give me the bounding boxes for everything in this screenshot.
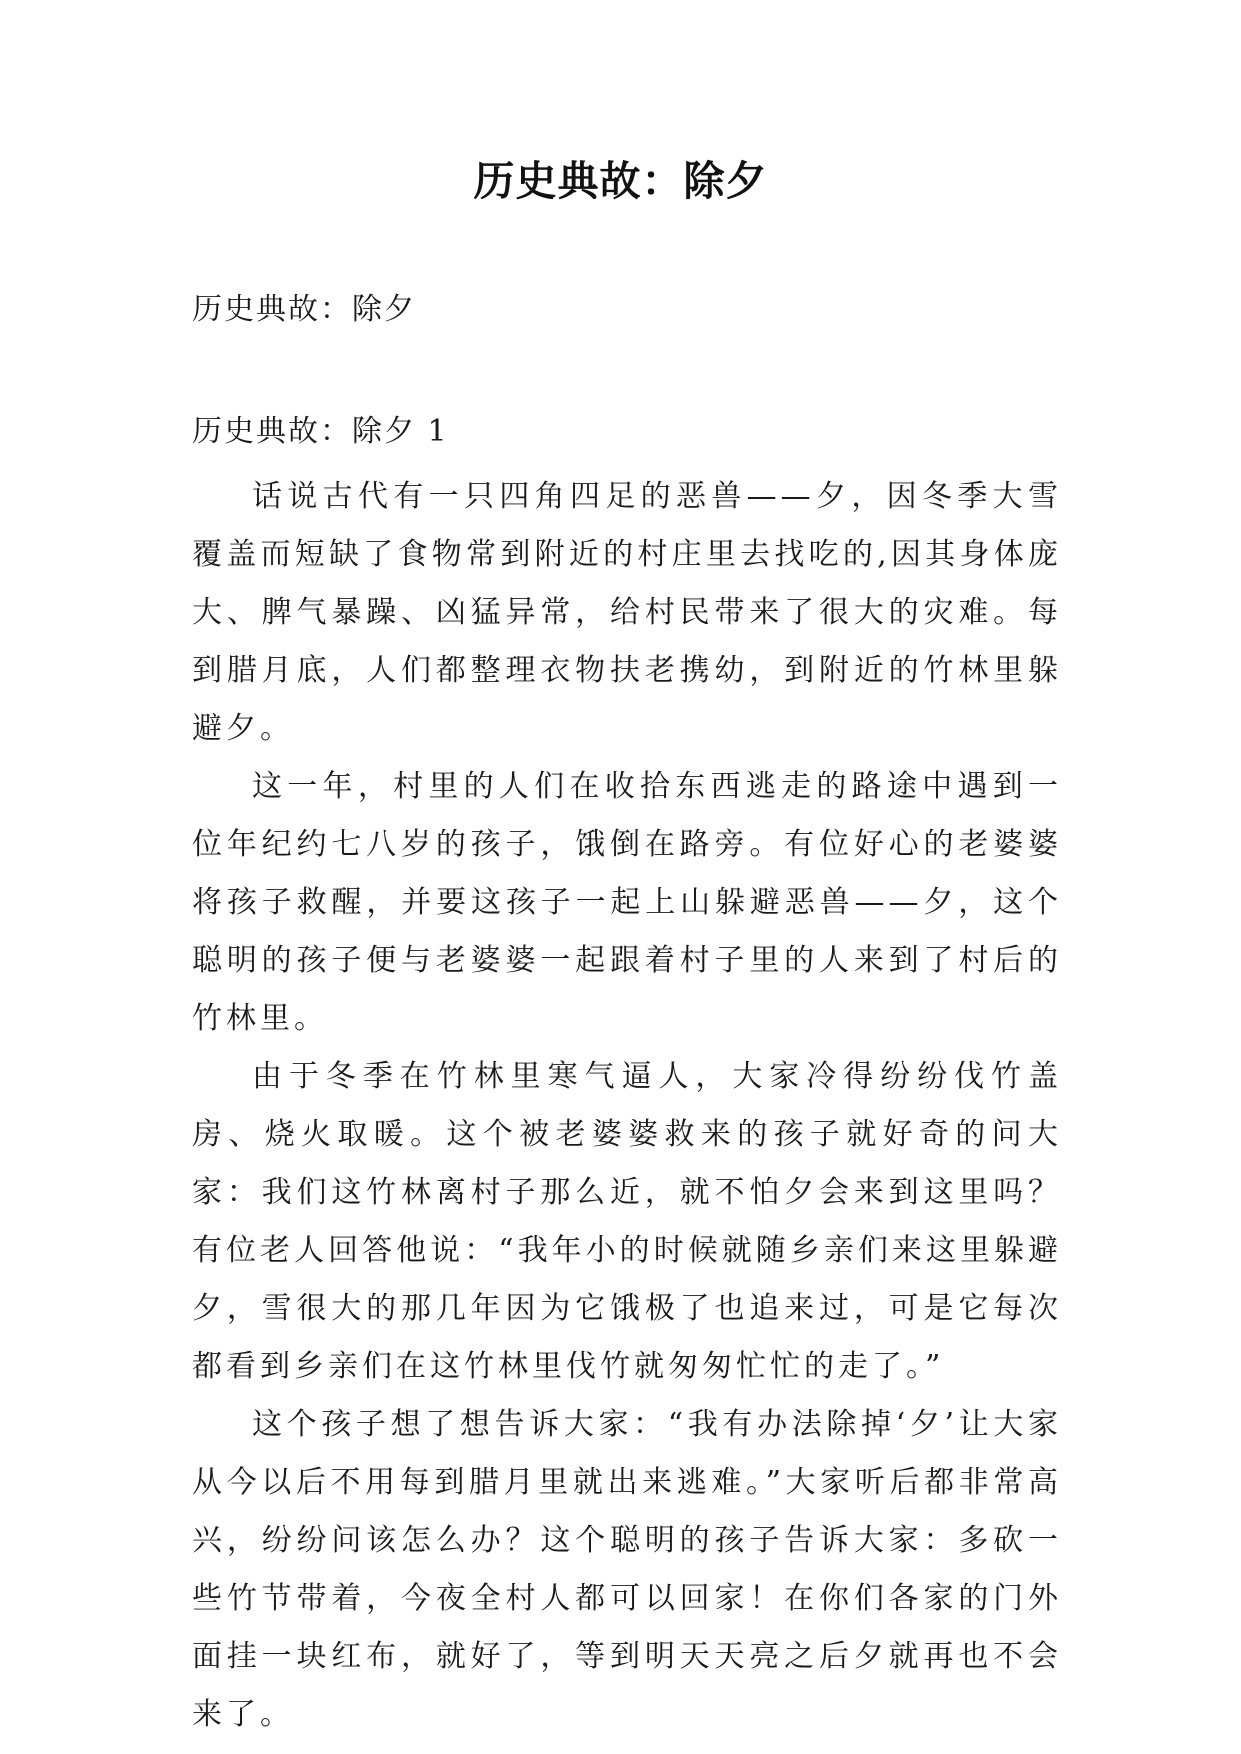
paragraph-3: 由于冬季在竹林里寒气逼人，大家冷得纷纷伐竹盖房、烧火取暖。这个被老婆婆救来的孩子就好奇的问大家：我们这竹林离村子那么近，就不怕夕会来到这里吗？有位老人回答他说：“我年小的时候就随乡亲们来这里躲避夕，雪很大的那几年因为它饿极了也追来过，可是它每次都看到乡亲们在这竹林里伐竹就匆匆忙忙的走了。” <box>192 1059 1062 1384</box>
paragraph-1: 话说古代有一只四角四足的恶兽——夕，因冬季大雪覆盖而短缺了食物常到附近的村庄里去找吃的,因其身体庞大、脾气暴躁、凶猛异常，给村民带来了很大的灾难。每到腊月底，人们都整理衣物扶老携幼，到附近的竹林里躲避夕。 <box>192 479 1062 746</box>
document-title: 历史典故：除夕 <box>473 157 768 205</box>
paragraph-4: 这个孩子想了想告诉大家：“我有办法除掉‘夕’让大家从今以后不用每到腊月里就出来逃难。”大家听后都非常高兴，纷纷问该怎么办？这个聪明的孩子告诉大家：多砍一些竹节带着，今夜全村人都可以回家！在你们各家的门外面挂一块红布，就好了，等到明天天亮之后夕就再也不会来了。 <box>192 1407 1062 1732</box>
section-heading: 历史典故：除夕 1 <box>192 414 449 449</box>
document-subtitle: 历史典故：除夕 <box>192 292 416 327</box>
paragraph-2: 这一年，村里的人们在收拾东西逃走的路途中遇到一位年纪约七八岁的孩子，饿倒在路旁。有位好心的老婆婆将孩子救醒，并要这孩子一起上山躲避恶兽——夕，这个聪明的孩子便与老婆婆一起跟着村子里的人来到了村后的竹林里。 <box>192 769 1062 1036</box>
document-body <box>192 468 1062 1744</box>
